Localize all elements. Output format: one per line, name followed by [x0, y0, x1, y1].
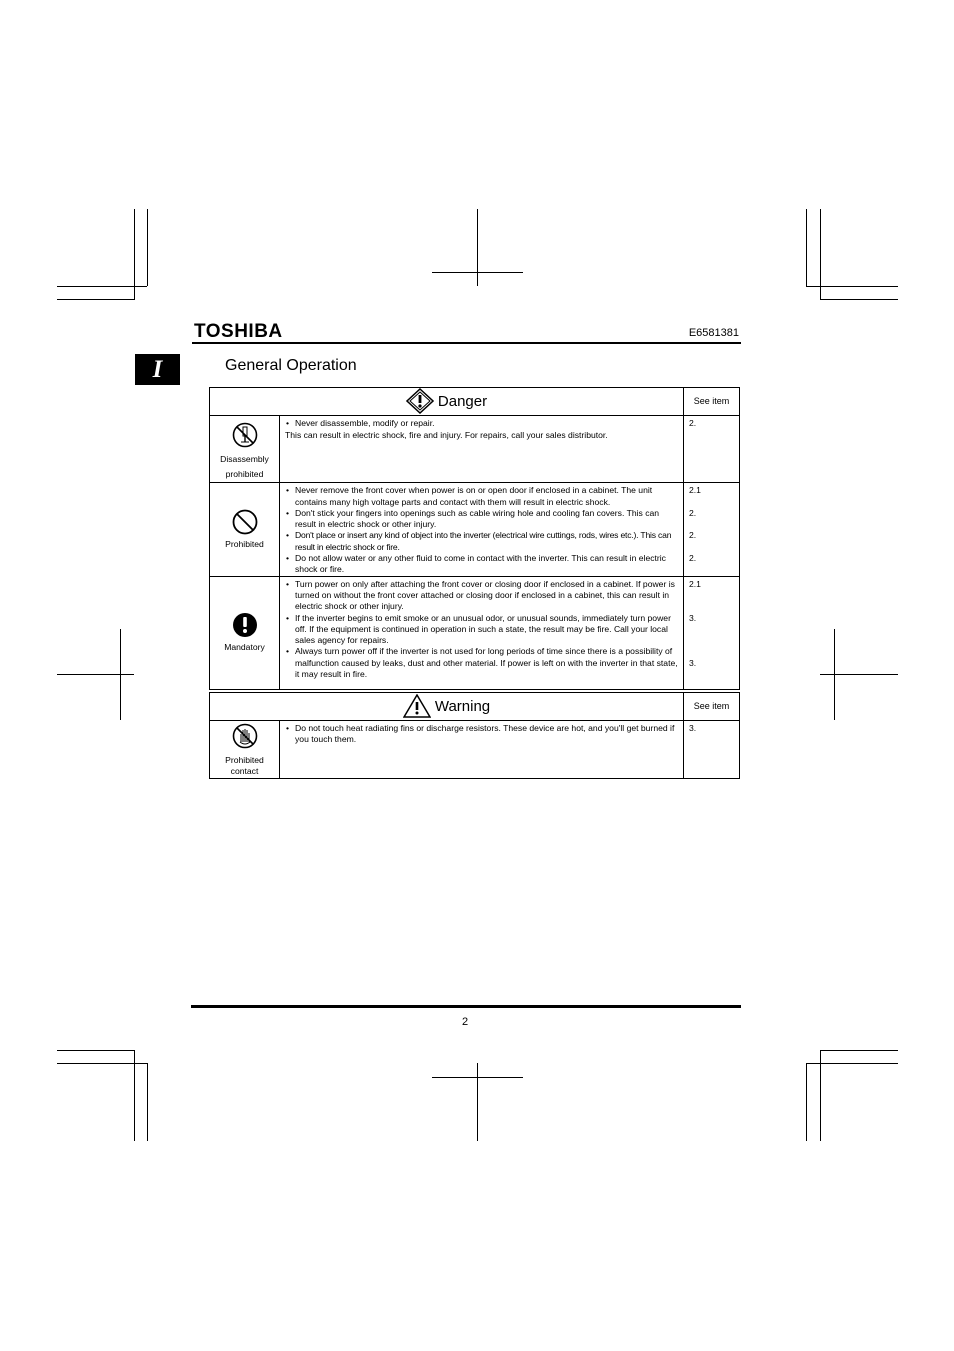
ref-value: 3.: [689, 612, 697, 623]
prohibited-icon: [232, 509, 258, 535]
page-number: 2: [461, 1016, 469, 1028]
crop-mark: [57, 286, 147, 287]
crop-mark: [57, 674, 134, 675]
footer-rule: [191, 1005, 741, 1008]
danger-table: [209, 387, 740, 690]
crop-mark: [820, 299, 898, 300]
danger-header: [210, 388, 684, 416]
ref-cell: [684, 721, 740, 779]
danger-row-disassembly: [210, 416, 740, 483]
text-cell: [280, 483, 684, 576]
chapter-tab: I: [135, 354, 180, 385]
icon-label: Prohibited: [225, 538, 264, 549]
document-number: E6581381: [688, 327, 739, 339]
ref-value: 2.: [689, 418, 697, 429]
danger-row-prohibited: [210, 483, 740, 576]
danger-row-mandatory: [210, 576, 740, 689]
icon-label: Disassembly prohibited: [220, 454, 269, 480]
crop-mark: [57, 299, 134, 300]
crop-mark: [147, 1063, 148, 1141]
warning-table: [209, 692, 740, 779]
prohibited-contact-icon: [232, 723, 258, 749]
list-item: • Never remove the front cover when power is on or open door if enclosed in a cabinet. The unit contains many high voltage parts and contact with them will result in electric shock.: [285, 485, 679, 508]
list-item: • Turn power on only after attaching the front cover or closing door if enclosed in a cabinet. If power is turned on without the front cover attached or closing door if enclosed in a cabinet, this can result in electric shock or other injury.: [285, 579, 679, 613]
danger-header-row: [210, 388, 740, 416]
disassembly-prohibited-icon: [232, 422, 258, 448]
icon-cell: [210, 416, 280, 483]
crop-mark: [432, 1077, 523, 1078]
item-note: This can result in electric shock, fire and injury. For repairs, call your sales distributor.: [285, 429, 608, 440]
crop-mark: [820, 1050, 898, 1051]
danger-title: Danger: [437, 393, 488, 410]
warning-header-row: [210, 693, 740, 721]
crop-mark: [806, 1063, 807, 1141]
crop-mark: [57, 1063, 147, 1064]
crop-mark: [57, 1050, 134, 1051]
ref-value: 2.1: [689, 578, 701, 589]
crop-mark: [820, 674, 898, 675]
section-title: General Operation: [225, 357, 357, 374]
ref-value: 2.: [689, 507, 697, 518]
text-cell: [280, 721, 684, 779]
page-header: [192, 322, 741, 344]
crop-mark: [477, 1063, 478, 1141]
warning-row-prohibited-contact: [210, 721, 740, 779]
warning-header: [210, 693, 684, 721]
list-item: • Never disassemble, modify or repair.: [285, 418, 679, 429]
ref-value: 2.: [689, 553, 697, 564]
ref-cell: [684, 483, 740, 576]
list-item: • Don't stick your fingers into openings such as cable wiring hole and cooling fan covers. This can result in electric shock or other injury.: [285, 508, 679, 531]
ref-cell: [684, 576, 740, 689]
ref-value: 3.: [689, 723, 697, 733]
crop-mark: [806, 209, 807, 286]
ref-value: 2.1: [689, 485, 701, 496]
list-item: • If the inverter begins to emit smoke or an unusual odor, or unusual sounds, immediately turn power off. If the equipment is continued in operation in such a state, the result may be fire. Call your local sales agency for repairs.: [285, 613, 679, 647]
danger-icon: [406, 388, 434, 415]
icon-cell: [210, 483, 280, 576]
crop-mark: [147, 209, 148, 286]
warning-triangle-icon: [403, 694, 431, 719]
list-item: • Don't place or insert any kind of object into the inverter (electrical wire cuttings, rods, wires etc.). This can result in electric shock or fire.: [285, 530, 679, 553]
warning-title: Warning: [434, 697, 491, 715]
crop-mark: [477, 209, 478, 286]
list-item: • Always turn power off if the inverter is not used for long periods of time since there is a possibility of malfunction caused by leaks, dust and other material. If power is left on with the inverter in that state, it may result in fire.: [285, 646, 679, 680]
text-cell: [280, 576, 684, 689]
icon-cell: [210, 576, 280, 689]
icon-cell: [210, 721, 280, 779]
crop-mark: [432, 272, 523, 273]
ref-value: 2.: [689, 530, 697, 541]
crop-mark: [806, 1063, 898, 1064]
ref-value: 3.: [689, 657, 697, 668]
ref-cell: [684, 416, 740, 483]
text-cell: [280, 416, 684, 483]
see-item-header: See item: [684, 388, 740, 416]
list-item: • Do not allow water or any other fluid to come in contact with the inverter. This can result in electric shock or fire.: [285, 553, 679, 576]
see-item-header: See item: [684, 693, 740, 721]
crop-mark: [806, 286, 898, 287]
list-item: • Do not touch heat radiating fins or discharge resistors. These device are hot, and you'll get burned if you touch them.: [285, 723, 679, 746]
icon-label: Prohibited contact: [225, 755, 264, 777]
icon-label: Mandatory: [224, 642, 265, 653]
mandatory-icon: [232, 612, 258, 638]
brand-logo: TOSHIBA: [194, 321, 283, 342]
